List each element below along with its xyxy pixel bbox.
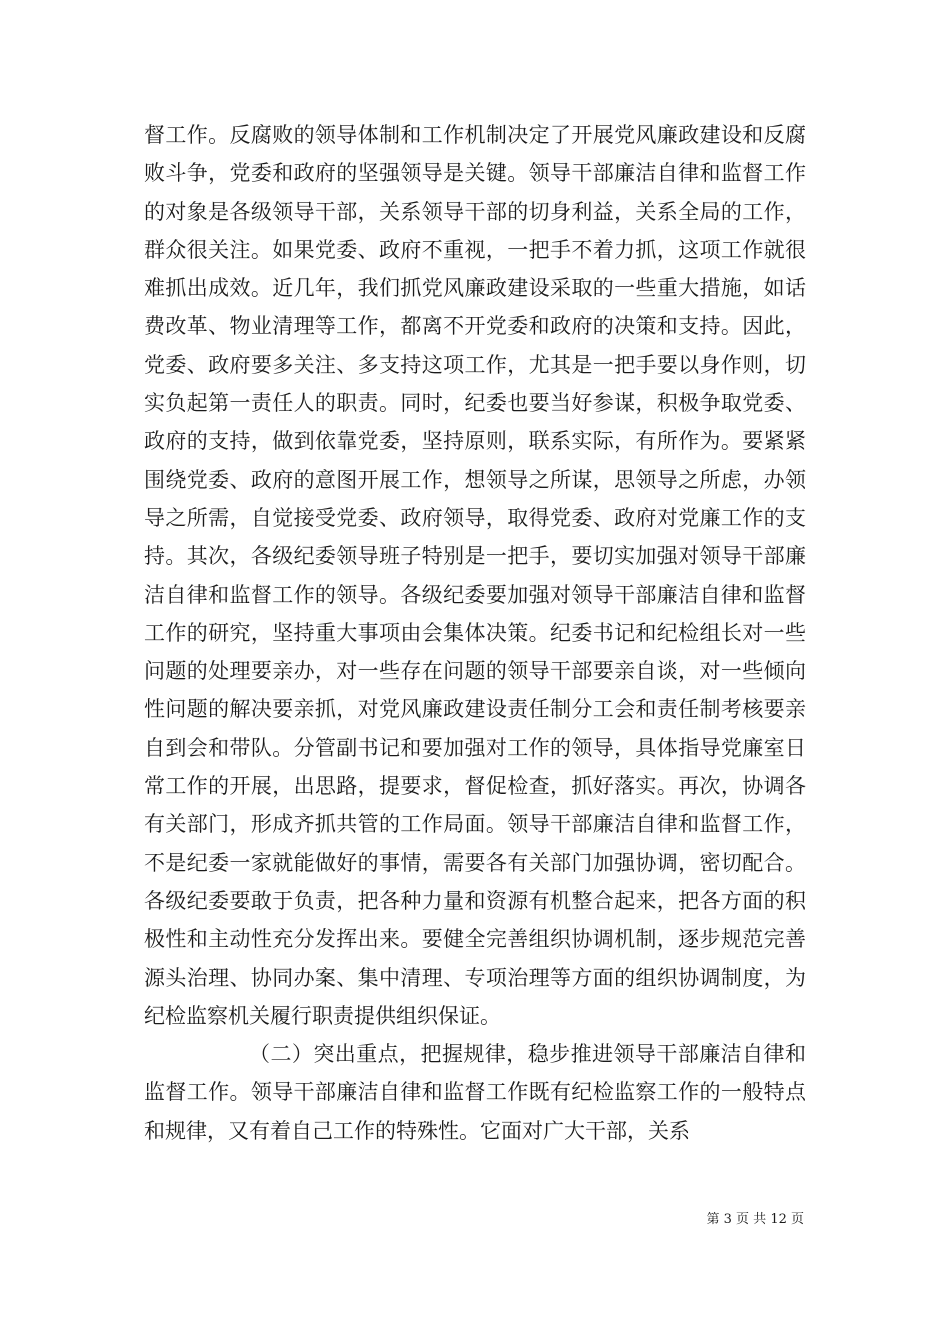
document-body	[144, 116, 806, 1150]
paragraph-2: （二）突出重点，把握规律，稳步推进领导干部廉洁自律和监督工作。领导干部廉洁自律和监督工作既有纪检监察工作的一般特点和规律，又有着自己工作的特殊性。它面对广大干部，关系	[144, 1042, 806, 1143]
paragraph-1: 督工作。反腐败的领导体制和工作机制决定了开展党风廉政建设和反腐败斗争，党委和政府的坚强领导是关键。领导干部廉洁自律和监督工作的对象是各级领导干部，关系领导干部的切身利益，关系全局的工作，群众很关注。如果党委、政府不重视，一把手不着力抓，这项工作就很难抓出成效。近几年，我们抓党风廉政建设采取的一些重大措施，如话费改革、物业清理等工作，都离不开党委和政府的决策和支持。因此，党委、政府要多关注、多支持这项工作，尤其是一把手要以身作则，切实负起第一责任人的职责。同时，纪委也要当好参谋，积极争取党委、政府的支持，做到依靠党委，坚持原则，联系实际，有所作为。要紧紧围绕党委、政府的意图开展工作，想领导之所谋，思领导之所虑，办领导之所需，自觉接受党委、政府领导，取得党委、政府对党廉工作的支持。其次，各级纪委领导班子特别是一把手，要切实加强对领导干部廉洁自律和监督工作的领导。各级纪委要加强对领导干部廉洁自律和监督工作的研究，坚持重大事项由会集体决策。纪委书记和纪检组长对一些问题的处理要亲办，对一些存在问题的领导干部要亲自谈，对一些倾向性问题的解决要亲抓，对党风廉政建设责任制分工会和责任制考核要亲自到会和带队。分管副书记和要加强对工作的领导，具体指导党廉室日常工作的开展，出思路，提要求，督促检查，抓好落实。再次，协调各有关部门，形成齐抓共管的工作局面。领导干部廉洁自律和监督工作，不是纪委一家就能做好的事情，需要各有关部门加强协调，密切配合。各级纪委要敢于负责，把各种力量和资源有机整合起来，把各方面的积极性和主动性充分发挥出来。要健全完善组织协调机制，逐步规范完善源头治理、协同办案、集中清理、专项治理等方面的组织协调制度，为纪检监察机关履行职责提供组织保证。	[144, 123, 806, 1028]
page-footer: 第 3 页 共 12 页	[706, 1212, 804, 1227]
